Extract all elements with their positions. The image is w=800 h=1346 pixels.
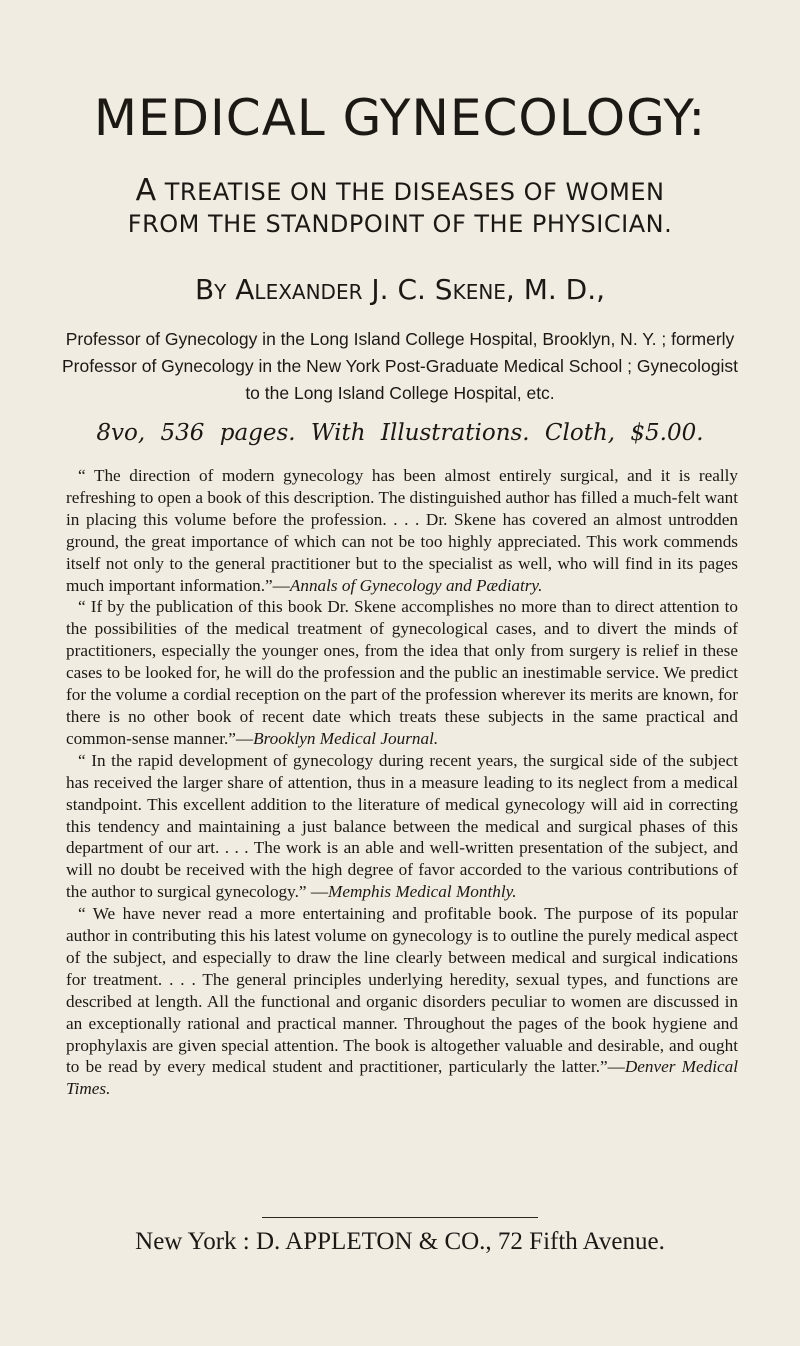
divider-rule	[262, 1217, 538, 1218]
subtitle-first-letter: A	[135, 173, 157, 208]
review-source: Denver Medical Times.	[66, 1057, 738, 1099]
subtitle-line-2: FROM THE STANDPOINT OF THE PHYSICIAN.	[127, 210, 673, 238]
book-title: MEDICAL GYNECOLOGY:	[93, 89, 707, 147]
review-memphis	[66, 750, 738, 903]
author-credentials: Professor of Gynecology in the Long Island College Hospital, Brooklyn, N. Y. ; formerly Professor of Gynecology in the New York Post-Graduate Medical School ; Gynecologist to the Long Island College Hospital, etc.	[61, 329, 739, 403]
review-text: “ We have never read a more entertaining and profitable book. The purpose of its popular author in contributing this his latest volume on gynecology is to outline the purely medical aspect of the subject, and especially to draw the line clearly between medical and surgical indications for treatment. . . . The general principles underlying heredity, sexual types, and functions are described at length. All the functional and organic disorders peculiar to women are discussed in an exceptionally rational and practical manner. Throughout the pages of the book hygiene and prophylaxis are given special attention. The book is altogether valuable and desirable, and ought to be read by every medical student and practitioner, particularly the latter.”—	[66, 904, 738, 1077]
review-text: “ The direction of modern gynecology has been almost entirely surgical, and it is really refreshing to open a book of this description. The distinguished author has filled a much-felt want in placing this volume before the profession. . . . Dr. Skene has covered an almost untrodden ground, the great importance of which can not be too highly appreciated. This work commends itself not only to the general practitioner but to the specialist as well, who will find in its pages much important information.”—	[66, 466, 738, 595]
review-source: Annals of Gynecology and Pædiatry.	[289, 575, 543, 595]
subtitle-line-1-rest: TREATISE ON THE DISEASES OF WOMEN	[164, 178, 665, 206]
press-reviews	[66, 465, 738, 1100]
book-subtitle	[0, 175, 800, 240]
review-source: Brooklyn Medical Journal.	[253, 728, 439, 748]
subtitle-line-1	[0, 175, 800, 208]
review-denver	[66, 903, 738, 1100]
review-text: “ In the rapid development of gynecology during recent years, the surgical side of the subject has received the larger share of attention, thus in a measure leading to its neglect from a medical standpoint. This excellent addition to the literature of medical gynecology will aid in correcting this tendency and maintaining a just balance between the medical and surgical phases of this department of our art. . . . The work is an able and well-written presentation of the subject, and will no doubt be received with the high degree of favor accorded to the various contributions of the author to surgical gynecology.” —	[66, 750, 738, 902]
publisher-imprint: New York : D. APPLETON & CO., 72 Fifth Avenue.	[135, 1228, 665, 1255]
review-text: “ If by the publication of this book Dr. Skene accomplishes no more than to direct attention to the possibilities of the medical treatment of gynecological cases, and to divert the minds of practitioners, especially the younger ones, from the idea that only from surgery is relief in these cases to be looked for, he will do the profession and the public an inestimable service. We predict for the volume a cordial reception on the part of the profession wherever its merits are known, for there is no other book of recent date which treats these subjects in the same practical and common-sense manner.”—	[66, 597, 738, 748]
review-annals	[66, 465, 738, 596]
author-line: By Alexander J. C. Skene, M. D.,	[194, 273, 606, 306]
review-brooklyn	[66, 596, 738, 749]
review-source: Memphis Medical Monthly.	[328, 882, 517, 902]
publication-info: 8vo, 536 pages. With Illustrations. Cloth, $5.00.	[96, 420, 704, 446]
